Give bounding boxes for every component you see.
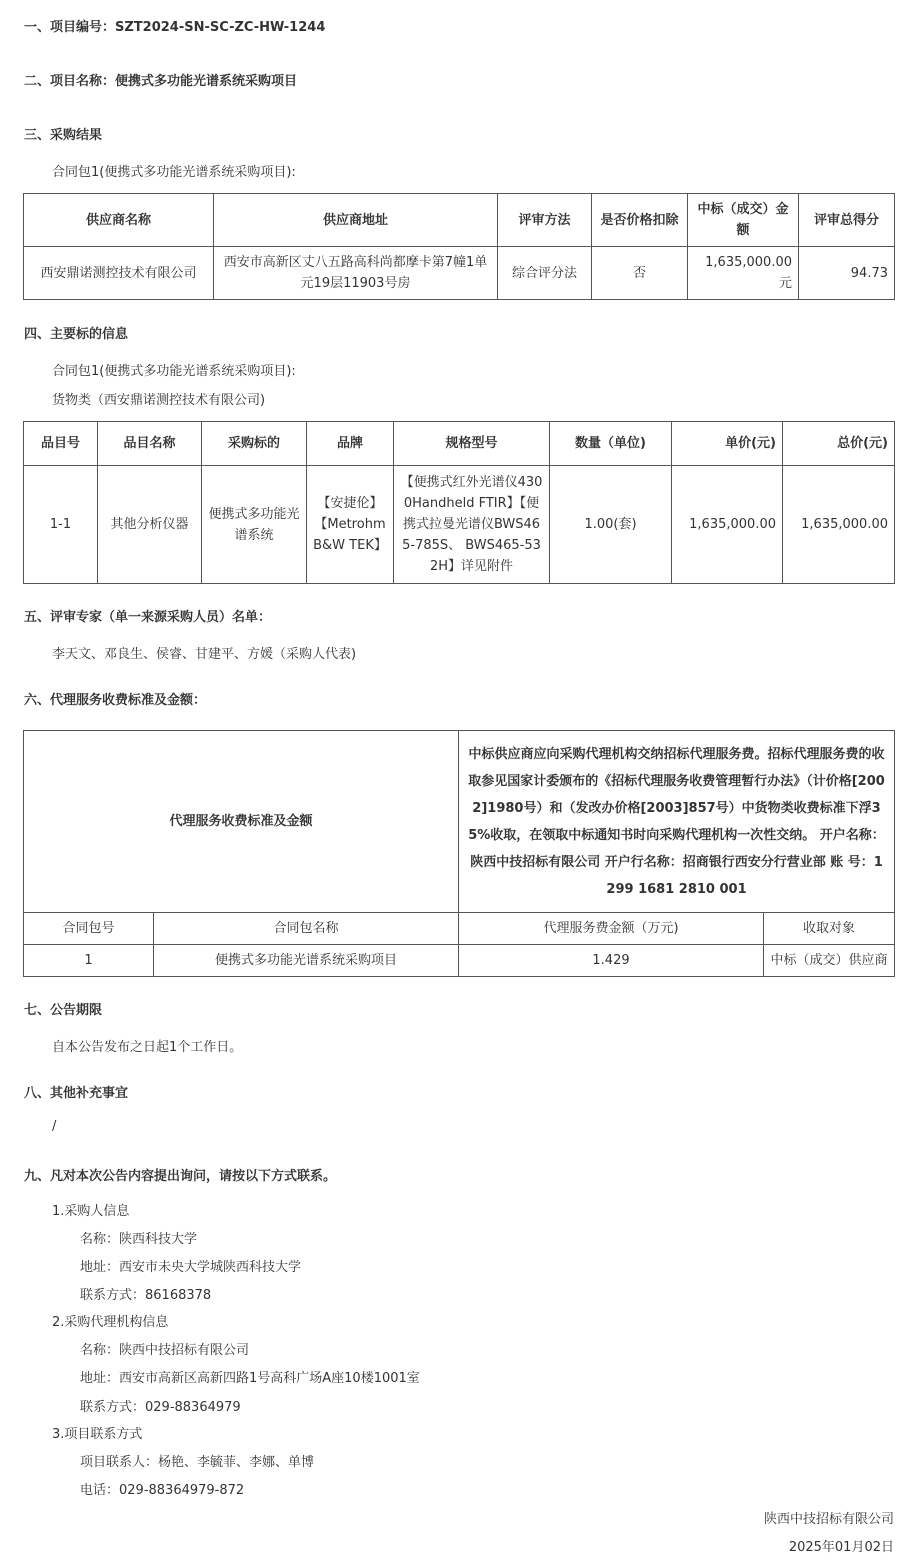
items-header-cell: 数量（单位) <box>550 422 672 466</box>
project-name-label: 二、项目名称： <box>24 74 116 89</box>
section-title-fee: 六、代理服务收费标准及金额： <box>24 693 207 708</box>
items-header-cell: 品牌 <box>307 422 394 466</box>
other-matters: / <box>52 1119 57 1134</box>
agent-name: 名称：陕西中技招标有限公司 <box>80 1343 250 1358</box>
items-header-cell: 品目号 <box>24 422 98 466</box>
result-package: 合同包1(便携式多功能光谱系统采购项目): <box>52 165 296 180</box>
project-contact-persons: 项目联系人：杨艳、李毓菲、李娜、单博 <box>80 1455 315 1470</box>
table-row <box>24 247 895 300</box>
project-contact-title: 3.项目联系方式 <box>52 1427 143 1442</box>
result-header-cell: 供应商地址 <box>214 194 498 247</box>
result-header-cell: 供应商名称 <box>24 194 214 247</box>
item-unit-price-cell: 1,635,000.00 <box>672 466 783 584</box>
fee-header-row <box>24 913 895 945</box>
result-header-row <box>24 194 895 247</box>
buyer-address: 地址：西安市未央大学城陕西科技大学 <box>80 1260 302 1275</box>
project-number-value: SZT2024-SN-SC-ZC-HW-1244 <box>115 20 326 35</box>
project-number-label: 一、项目编号： <box>24 20 116 35</box>
item-name-cell: 其他分析仪器 <box>98 466 202 584</box>
total-score-cell: 94.73 <box>799 247 895 300</box>
item-quantity-cell: 1.00(套) <box>550 466 672 584</box>
fee-amount-cell: 1.429 <box>459 945 764 977</box>
agent-phone: 联系方式：029-88364979 <box>80 1400 241 1415</box>
fee-package-name-cell: 便携式多功能光谱系统采购项目 <box>154 945 459 977</box>
item-spec-cell: 【便携式红外光谱仪4300Handheld FTIR】【便携式拉曼光谱仪BWS465-785S、 BWS465-532H】详见附件 <box>394 466 550 584</box>
section-title-experts: 五、评审专家（单一来源采购人员）名单： <box>24 610 272 625</box>
items-header-cell: 单价(元) <box>672 422 783 466</box>
fee-package-number-cell: 1 <box>24 945 154 977</box>
footer-company: 陕西中技招标有限公司 <box>763 1512 894 1527</box>
section-title-contact: 九、凡对本次公告内容提出询问，请按以下方式联系。 <box>24 1169 337 1184</box>
project-number <box>24 16 325 35</box>
items-package: 合同包1(便携式多功能光谱系统采购项目): <box>52 364 296 379</box>
result-header-cell: 评审总得分 <box>799 194 895 247</box>
fee-header-cell: 收取对象 <box>764 913 895 945</box>
result-header-cell: 中标（成交）金额 <box>688 194 799 247</box>
items-table <box>23 421 895 584</box>
fee-standard-description: 中标供应商应向采购代理机构交纳招标代理服务费。招标代理服务费的收取参见国家计委颁布的《招标代理服务收费管理暂行办法》（计价格[2002]1980号）和（发改办价格[2003]857号）中货物类收费标准下浮35%收取，在领取中标通知书时向采购代理机构一次性交纳。 开户名称：陕西中技招标有限公司 开户行名称：招商银行西安分行营业部 账 号：1299 1681 2810 001 <box>459 731 895 913</box>
items-header-cell: 规格型号 <box>394 422 550 466</box>
fee-payer-cell: 中标（成交）供应商 <box>764 945 895 977</box>
expert-names: 李天文、邓良生、侯睿、甘建平、方媛（采购人代表) <box>52 647 357 662</box>
fee-table <box>23 730 895 977</box>
fee-header-cell: 代理服务费金额（万元) <box>459 913 764 945</box>
buyer-name: 名称：陕西科技大学 <box>80 1232 198 1247</box>
items-header-cell: 采购标的 <box>202 422 307 466</box>
table-row <box>24 466 895 584</box>
result-table <box>23 193 895 300</box>
fee-standard-label: 代理服务收费标准及金额 <box>24 731 459 913</box>
table-row <box>24 945 895 977</box>
supplier-address-cell: 西安市高新区丈八五路高科尚都摩卡第7幢1单元19层11903号房 <box>214 247 498 300</box>
project-name-value: 便携式多功能光谱系统采购项目 <box>115 74 298 89</box>
item-target-cell: 便携式多功能光谱系统 <box>202 466 307 584</box>
buyer-phone: 联系方式：86168378 <box>80 1288 212 1303</box>
result-header-cell: 是否价格扣除 <box>592 194 688 247</box>
section-title-period: 七、公告期限 <box>24 1003 103 1018</box>
review-method-cell: 综合评分法 <box>498 247 592 300</box>
buyer-info-title: 1.采购人信息 <box>52 1204 130 1219</box>
result-header-cell: 评审方法 <box>498 194 592 247</box>
winning-amount-cell: 1,635,000.00元 <box>688 247 799 300</box>
section-title-result: 三、采购结果 <box>24 128 103 143</box>
announcement-period: 自本公告发布之日起1个工作日。 <box>52 1040 243 1055</box>
items-category: 货物类（西安鼎诺测控技术有限公司) <box>52 393 266 408</box>
section-title-items: 四、主要标的信息 <box>24 327 129 342</box>
item-number-cell: 1-1 <box>24 466 98 584</box>
items-header-cell: 品目名称 <box>98 422 202 466</box>
fee-standard-row <box>24 731 895 913</box>
project-name <box>24 70 297 89</box>
item-brand-cell: 【安捷伦】【Metrohm B&W TEK】 <box>307 466 394 584</box>
section-title-other: 八、其他补充事宜 <box>24 1086 129 1101</box>
footer-date: 2025年01月02日 <box>788 1540 894 1555</box>
agent-info-title: 2.采购代理机构信息 <box>52 1315 169 1330</box>
supplier-name-cell: 西安鼎诺测控技术有限公司 <box>24 247 214 300</box>
items-header-row <box>24 422 895 466</box>
fee-header-cell: 合同包名称 <box>154 913 459 945</box>
item-total-price-cell: 1,635,000.00 <box>783 466 895 584</box>
items-header-cell: 总价(元) <box>783 422 895 466</box>
agent-address: 地址：西安市高新区高新四路1号高科广场A座10楼1001室 <box>80 1371 420 1386</box>
price-deduction-cell: 否 <box>592 247 688 300</box>
fee-header-cell: 合同包号 <box>24 913 154 945</box>
project-contact-phone: 电话：029-88364979-872 <box>80 1483 245 1498</box>
